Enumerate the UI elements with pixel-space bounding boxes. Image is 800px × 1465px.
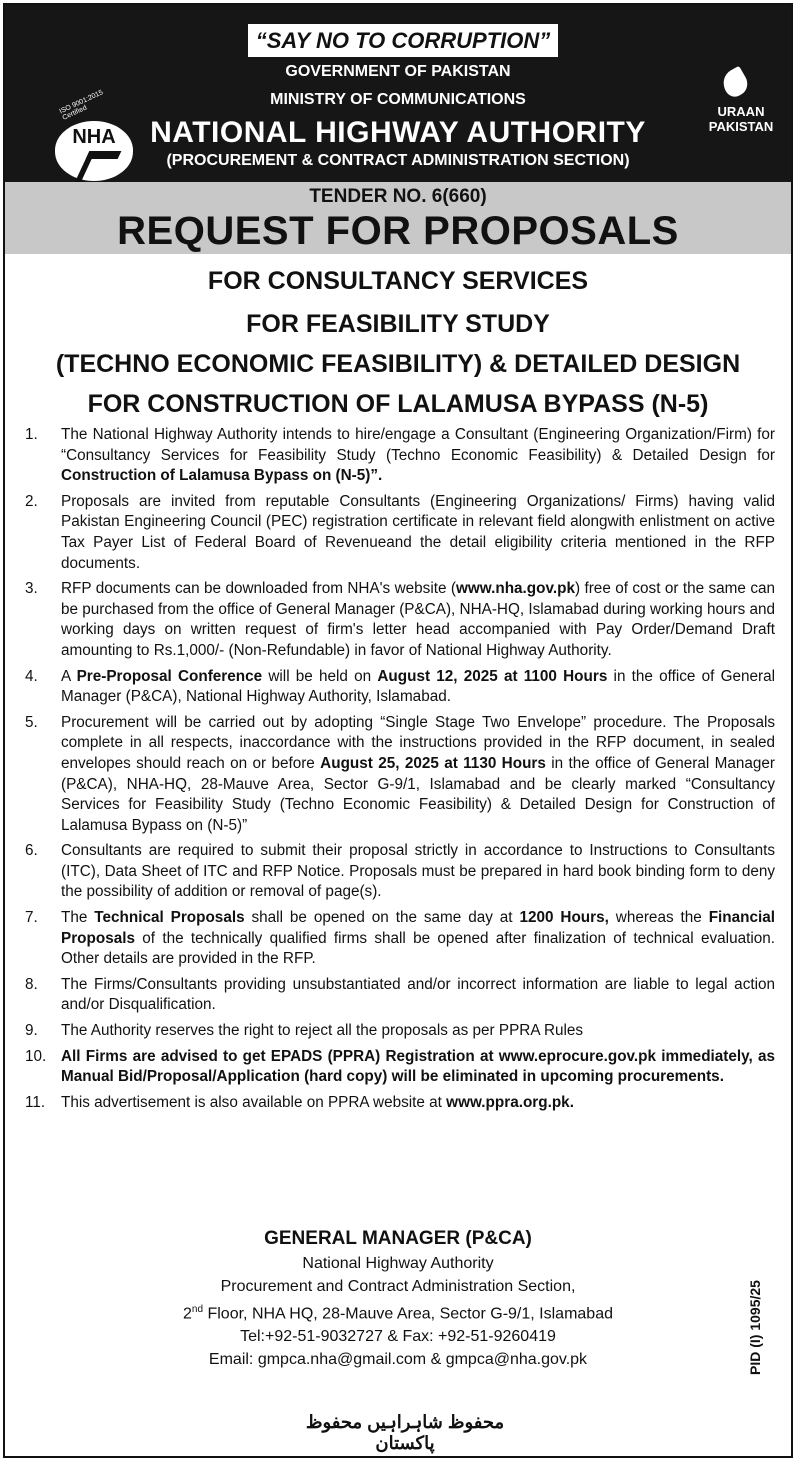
signature-block — [5, 1227, 791, 1371]
item-text: The — [61, 909, 95, 927]
list-item — [25, 425, 775, 487]
list-item — [25, 841, 775, 903]
list-item — [25, 667, 775, 708]
pid-number: PID (I) 1095/25 — [747, 1280, 763, 1375]
list-item — [25, 975, 775, 1016]
item-text: of the technically qualified firms shall be opened after finalization of technical evaluation. Other details are provided in the RFP. — [61, 929, 775, 968]
item-text: Proposals are invited from reputable Consultants (Engineering Organizations/ Firms) having valid Pakistan Engineering Council (PEC) registration certificate in relevant field alongwith enlistment on active Tax Payer List of Federal Board of Revenueand the detail eligibility criteria mentioned in the RFP documents. — [61, 492, 775, 572]
section-name: (PROCUREMENT & CONTRACT ADMINISTRATION SECTION) — [166, 152, 630, 169]
item-text: This advertisement is also available on PPRA website at — [61, 1093, 447, 1111]
item-number: 6. — [25, 842, 38, 860]
footer-address — [5, 1298, 791, 1325]
list-item — [25, 1021, 775, 1042]
terms-list — [25, 425, 775, 1118]
item-bold-text: August 25, 2025 at 1130 Hours — [320, 754, 546, 772]
item-number: 2. — [25, 492, 38, 510]
item-text: Procurement will be carried out by adopting “Single Stage Two Envelope” procedure. The Proposals complete in all respects, inaccordance with the instructions provided in the RFP document, in sealed envelopes should reach on or before — [61, 713, 775, 772]
list-item — [25, 579, 775, 661]
slogan: “SAY NO TO CORRUPTION” — [248, 24, 558, 57]
ministry-line: MINISTRY OF COMMUNICATIONS — [270, 91, 526, 108]
item-number: 1. — [25, 426, 38, 443]
item-number: 5. — [25, 713, 38, 731]
uraan-pakistan-logo — [691, 60, 791, 160]
iso-certified-text: ISO 9001:2015 Certified — [58, 89, 105, 122]
authority-name: NATIONAL HIGHWAY AUTHORITY — [150, 116, 646, 149]
uraan-line2: PAKISTAN — [708, 119, 774, 134]
item-bold-text: All Firms are advised to get EPADS (PPRA) Registration at www.eprocure.gov.pk immediately, as Manual Bid/Proposal/Application (hard copy) will be eliminated in upcoming procurements. — [61, 1047, 775, 1086]
subtitle-2: FOR FEASIBILITY STUDY — [246, 310, 550, 338]
item-number: 9. — [25, 1022, 38, 1040]
nha-logo-text: NHA — [72, 126, 116, 148]
subtitle-4: FOR CONSTRUCTION OF LALAMUSA BYPASS (N-5) — [87, 390, 709, 418]
item-number: 10. — [25, 1047, 47, 1065]
list-item — [25, 1093, 775, 1114]
item-text: A — [61, 667, 77, 685]
footer-email: Email: gmpca.nha@gmail.com & gmpca@nha.gov.pk — [208, 1351, 588, 1369]
urdu-motto: محفوظ شاہراہیں محفوظ پاکستان — [305, 1412, 505, 1453]
uraan-text — [691, 104, 791, 134]
item-bold-text: Financial Proposals — [61, 909, 776, 947]
address-text: Floor, NHA HQ, 28-Mauve Area, Sector G-9/1, Islamabad — [203, 1305, 613, 1323]
government-line: GOVERNMENT OF PAKISTAN — [285, 63, 511, 80]
item-bold-text: Construction of Lalamusa Bypass on (N-5)”. — [61, 467, 383, 485]
item-number: 7. — [25, 909, 38, 927]
item-text: in the office of General Manager (P&CA), NHA-HQ, 28-Mauve Area, Sector G-9/1, Islamabad and be clearly marked “Consultancy Services for Feasibility Study (Techno Economic Feasibility) & Detailed Design for Construction of Lalamusa Bypass on (N-5)” — [61, 754, 775, 834]
subtitle-3: (TECHNO ECONOMIC FEASIBILITY) & DETAILED DESIGN — [55, 350, 741, 378]
item-text: in the office of General Manager (P&CA), National Highway Authority, Islamabad. — [61, 667, 775, 706]
nha-logo-badge — [55, 121, 133, 181]
item-number: 4. — [25, 667, 38, 685]
item-text: ) free of cost or the same can be purchased from the office of General Manager (P&CA), NHA-HQ, Islamabad during working hours and working days on written request of firm's letter head accompanied with Pay Order/Demand Draft amounting to Rs.1,000/- (Non-Refundable) in favor of National Highway Authority. — [61, 580, 775, 659]
item-number: 11. — [25, 1093, 46, 1111]
uraan-bird-icon — [718, 66, 752, 101]
list-item — [25, 492, 775, 574]
item-bold-text: Technical Proposals — [94, 909, 245, 927]
item-bold-text: Pre-Proposal Conference — [76, 667, 263, 685]
list-item — [25, 1047, 775, 1088]
designation: GENERAL MANAGER (P&CA) — [264, 1228, 532, 1249]
floor-suffix: nd — [191, 1304, 204, 1315]
subtitle-1: FOR CONSULTANCY SERVICES — [207, 267, 589, 295]
item-text: Consultants are required to submit their proposal strictly in accordance to Instructions to Consultants (ITC), Data Sheet of ITC and RFP Notice. Proposals must be prepared in hard book binding form to deny the possibility of addition or removal of page(s). — [61, 842, 775, 901]
item-text: The Firms/Consultants providing unsubstantiated and/or incorrect information are liable to legal action and/or Disqualification. — [61, 975, 775, 1014]
item-text: whereas the — [608, 909, 709, 927]
item-text: The National Highway Authority intends to hire/engage a Consultant (Engineering Organization/Firm) for “Consultancy Services for Feasibility Study (Techno Economic Feasibility) & Detailed Design for — [61, 426, 775, 464]
item-number: 3. — [25, 580, 38, 598]
item-text: RFP documents can be downloaded from NHA's website ( — [61, 580, 456, 598]
footer-section: Procurement and Contract Administration Section, — [220, 1278, 576, 1295]
item-text: shall be opened on the same day at — [244, 909, 520, 927]
footer-org: National Highway Authority — [302, 1255, 494, 1272]
advertisement-frame — [3, 3, 793, 1458]
header-banner — [5, 5, 791, 182]
item-text: will be held on — [262, 667, 378, 685]
uraan-line1: URAAN — [717, 104, 765, 119]
footer-tel: Tel:+92-51-9032727 & Fax: +92-51-9260419 — [240, 1328, 556, 1346]
item-bold-text: August 12, 2025 at 1100 Hours — [377, 667, 608, 685]
page-title: REQUEST FOR PROPOSALS — [117, 209, 679, 253]
tender-number: TENDER NO. 6(660) — [309, 186, 487, 207]
nha-logo-icon — [29, 51, 116, 161]
list-item — [25, 713, 775, 837]
item-bold-text: 1200 Hours, — [519, 909, 609, 927]
list-item — [25, 908, 775, 970]
website-link[interactable]: www.nha.gov.pk — [455, 580, 575, 598]
item-number: 8. — [25, 975, 38, 993]
ppra-link[interactable]: www.ppra.org.pk. — [446, 1093, 574, 1111]
item-text: The Authority reserves the right to reject all the proposals as per PPRA Rules — [61, 1022, 584, 1040]
floor-number: 2 — [183, 1305, 192, 1323]
